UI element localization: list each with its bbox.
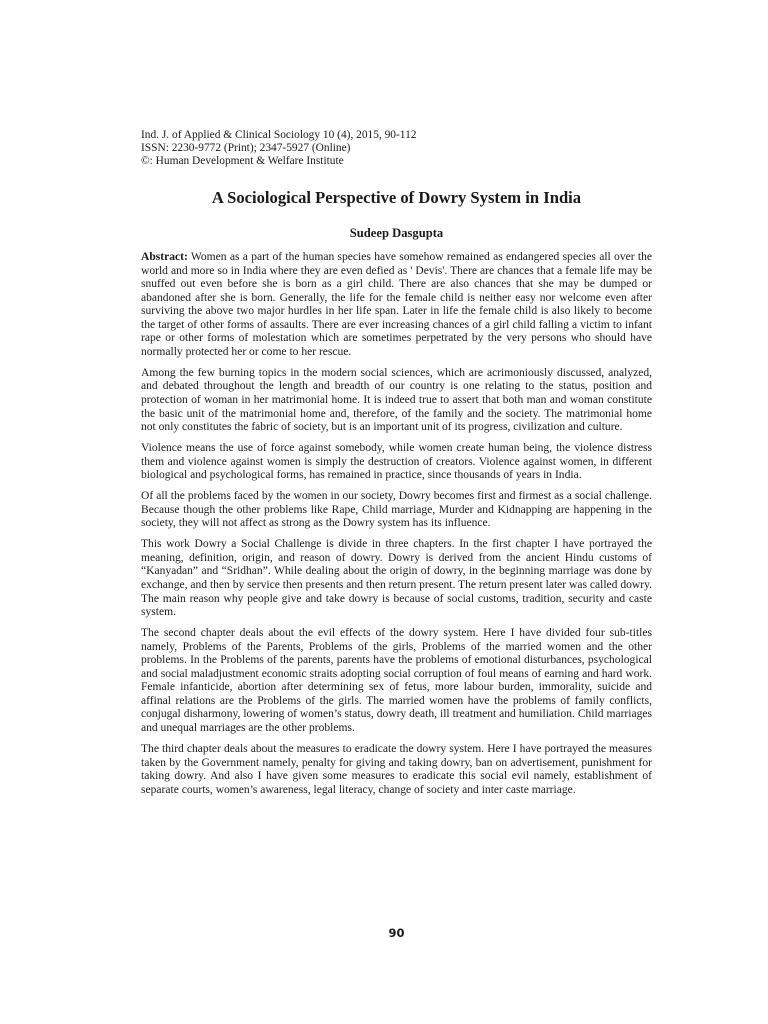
body-paragraph-2: Violence means the use of force against somebody, while women create human being, the violence distress them and violence against women is simply the destruction of creators. Violence against women, in different biological and psychological forms, has remained in practice, since thousands of years in India. xyxy=(141,442,652,482)
abstract-paragraph xyxy=(141,251,652,359)
issn-line: ISSN: 2230-9772 (Print); 2347-5927 (Online) xyxy=(141,142,351,155)
article-title: A Sociological Perspective of Dowry System in India xyxy=(211,188,582,207)
article-author: Sudeep Dasgupta xyxy=(349,226,444,240)
body-paragraph-4: This work Dowry a Social Challenge is divide in three chapters. In the first chapter I have portrayed the meaning, definition, origin, and reason of dowry. Dowry is derived from the ancient Hindu customs of “Kanyadan” and “Sridhan”. While dealing about the origin of dowry, in the beginning marriage was done by exchange, and then by service then presents and then return present. The return present later was called dowry. The main reason why people give and take dowry is because of social customs, tradition, security and caste system. xyxy=(141,538,652,619)
abstract-text: Women as a part of the human species have somehow remained as endangered species all over the world and more so in India where they are even defied as ' Devis'. There are chances that a female life may be snuffed out even before she is born as a girl child. There are also chances that she may be dumped or abandoned after she is born. Generally, the life for the female child is neither easy nor welcome even after surviving the above two major hurdles in her life span. Later in life the female child is also likely to become the target of other forms of assaults. There are ever increasing chances of a girl child falling a victim to infant rape or other forms of molestation which are sometimes perpetrated by the very persons who should have normally protected her or come to her rescue. xyxy=(141,251,652,358)
body-paragraph-6: The third chapter deals about the measures to eradicate the dowry system. Here I have portrayed the measures taken by the Government namely, penalty for giving and taking dowry, ban on advertisement, punishment for taking dowry. And also I have given some measures to eradicate this social evil namely, establishment of separate courts, women’s awareness, legal literacy, change of society and inter caste marriage. xyxy=(141,743,652,796)
journal-citation: Ind. J. of Applied & Clinical Sociology 10 (4), 2015, 90-112 xyxy=(141,129,417,141)
body-paragraph-1: Among the few burning topics in the modern social sciences, which are acrimoniously discussed, analyzed, and debated throughout the length and breadth of our country is one relating to the status, position and protection of woman in her matrimonial home. It is indeed true to assert that both man and woman constitute the basic unit of the matrimonial home and, therefore, of the family and the society. The matrimonial home not only constitutes the fabric of society, but is an important unit of its progress, civilization and culture. xyxy=(141,366,652,434)
journal-header xyxy=(141,129,652,169)
copyright-line: ©: Human Development & Welfare Institute xyxy=(141,155,344,168)
body-paragraph-5: The second chapter deals about the evil effects of the dowry system. Here I have divided four sub-titles namely, Problems of the Parents, Problems of the girls, Problems of the married women and the other problems. In the Problems of the parents, parents have the problems of emotional disturbances, psychological and social maladjustment economic straits adopting social corruption of foul means of earning and hard work. Female infanticide, abortion after determining sex of fetus, more labour burden, immorality, suicide and affinal relations are the Problems of the girls. The married women have the problems of family conflicts, conjugal disharmony, lowering of women’s status, dowry death, ill treatment and humiliation. Child marriages and unequal marriages are the other problems. xyxy=(141,627,652,734)
body-paragraph-3: Of all the problems faced by the women in our society, Dowry becomes first and firmest as a social challenge. Because though the other problems like Rape, Child marriage, Murder and Kidnapping are happening in the society, they will not affect as strong as the Dowry system has its influence. xyxy=(141,490,652,530)
abstract-label: Abstract: xyxy=(141,251,188,263)
article-body xyxy=(141,251,652,805)
page-number: 90 xyxy=(388,926,405,940)
